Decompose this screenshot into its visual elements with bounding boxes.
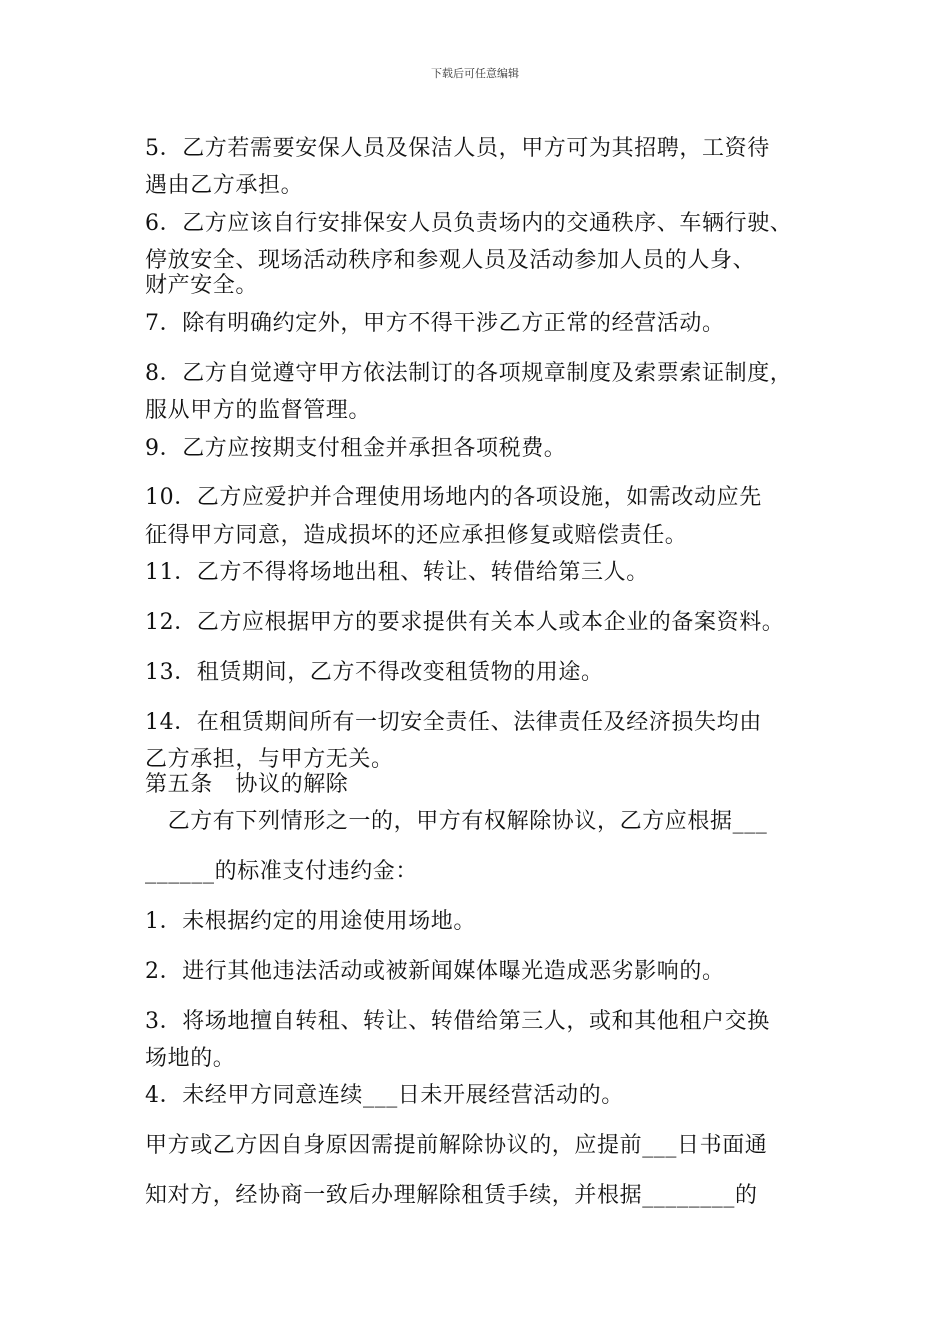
termination-item-1: 1．未根据约定的用途使用场地。 — [145, 909, 476, 934]
clause-14-line-1: 14．在租赁期间所有一切安全责任、法律责任及经济损失均由 — [145, 710, 762, 735]
page-header: 下载后可任意编辑 — [431, 67, 519, 80]
clause-10-line-1: 10．乙方应爱护并合理使用场地内的各项设施，如需改动应先 — [145, 485, 762, 510]
early-termination-line-2: 知对方，经协商一致后办理解除租赁手续，并根据________的 — [145, 1183, 758, 1208]
clause-11-line-1: 11．乙方不得将场地出租、转让、转借给第三人。 — [145, 560, 649, 585]
termination-intro-line-2: ______的标准支付违约金： — [145, 859, 419, 884]
clause-7-line-1: 7．除有明确约定外，甲方不得干涉乙方正常的经营活动。 — [145, 311, 725, 336]
section-5-heading: 第五条 协议的解除 — [145, 772, 349, 797]
clause-10-line-2: 征得甲方同意，造成损坏的还应承担修复或赔偿责任。 — [145, 523, 688, 548]
clause-14-line-2: 乙方承担，与甲方无关。 — [145, 747, 394, 772]
clause-9-line-1: 9．乙方应按期支付租金并承担各项税费。 — [145, 436, 567, 461]
termination-item-2: 2．进行其他违法活动或被新闻媒体曝光造成恶劣影响的。 — [145, 959, 725, 984]
early-termination-line-1: 甲方或乙方因自身原因需提前解除协议的，应提前___日书面通 — [145, 1133, 768, 1158]
clause-5-line-1: 5．乙方若需要安保人员及保洁人员，甲方可为其招聘，工资待 — [145, 136, 770, 161]
clause-13-line-1: 13．租赁期间，乙方不得改变租赁物的用途。 — [145, 660, 604, 685]
termination-item-3-line-2: 场地的。 — [145, 1046, 236, 1071]
clause-12-line-1: 12．乙方应根据甲方的要求提供有关本人或本企业的备案资料。 — [145, 610, 785, 635]
termination-intro-line-1: 乙方有下列情形之一的，甲方有权解除协议，乙方应根据___ — [145, 809, 768, 834]
termination-item-4: 4．未经甲方同意连续___日未开展经营活动的。 — [145, 1083, 624, 1108]
clause-8-line-1: 8．乙方自觉遵守甲方依法制订的各项规章制度及索票索证制度， — [145, 361, 793, 386]
clause-6-line-1: 6．乙方应该自行安排保安人员负责场内的交通秩序、车辆行驶、 — [145, 211, 793, 236]
clause-5-line-2: 遇由乙方承担。 — [145, 173, 304, 198]
clause-6-line-3: 财产安全。 — [145, 273, 259, 298]
clause-6-line-2: 停放安全、现场活动秩序和参观人员及活动参加人员的人身、 — [145, 248, 756, 273]
termination-item-3-line-1: 3．将场地擅自转租、转让、转借给第三人，或和其他租户交换 — [145, 1009, 770, 1034]
clause-8-line-2: 服从甲方的监督管理。 — [145, 398, 372, 423]
